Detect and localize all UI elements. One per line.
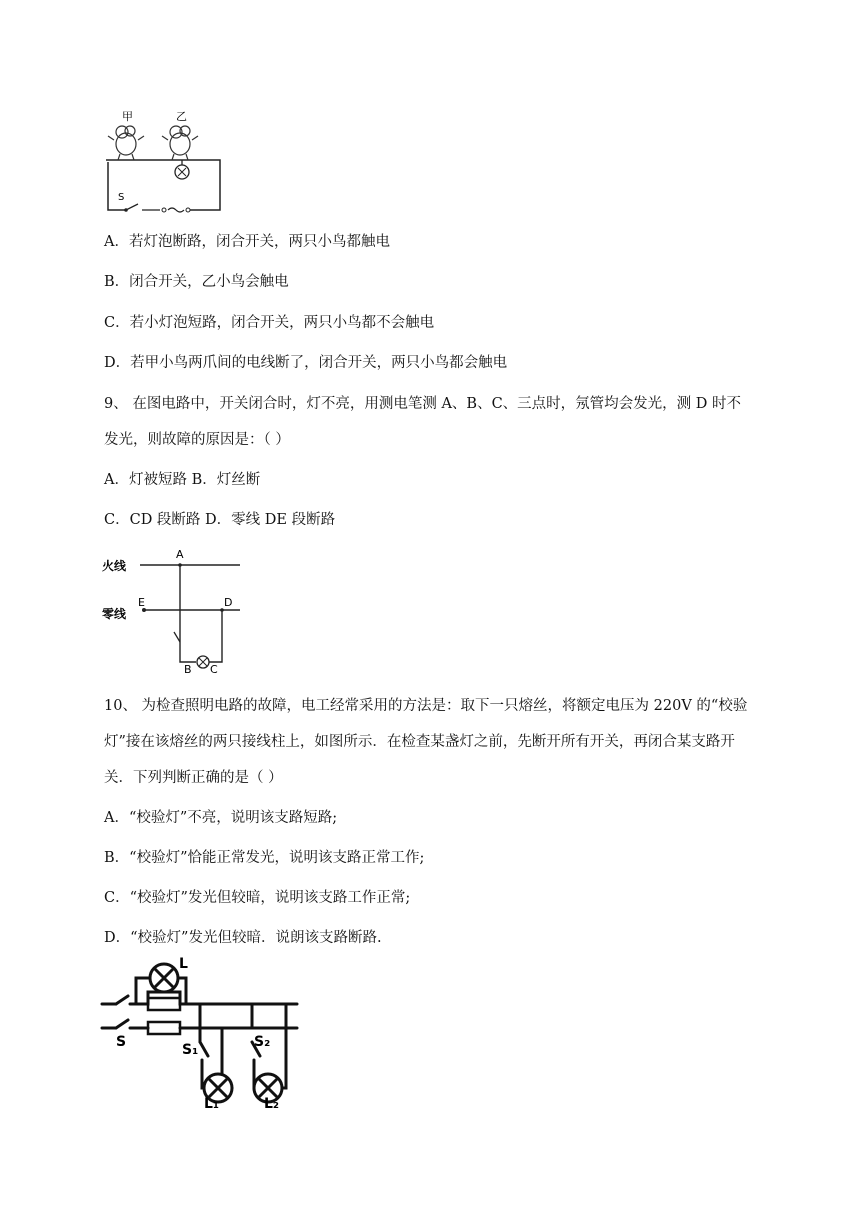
label-s: S <box>116 1034 127 1050</box>
label-yi: 乙 <box>176 110 187 123</box>
label-c: C <box>210 663 218 674</box>
q10-option-c: C．“校验灯”发光但较暗，说明该支路工作正常; <box>104 890 411 906</box>
q8-option-b: B．闭合开关，乙小鸟会触电 <box>104 274 289 290</box>
q9-stem-line1: 9、 在图电路中，开关闭合时，灯不亮，用测电笔测 A、B、C、三点时，氖管均会发光，测 D 时不 <box>104 396 742 412</box>
label-switch-s: S <box>118 192 125 203</box>
q10-stem-line2: 灯”接在该熔丝的两只接线柱上，如图所示．在检查某盏灯之前，先断开所有开关，再闭合某支路开 <box>104 734 735 750</box>
q10-stem-line3: 关．下列判断正确的是（ ） <box>104 770 283 786</box>
q8-option-c: C．若小灯泡短路，闭合开关，两只小鸟都不会触电 <box>104 315 435 331</box>
label-fire-wire: 火线 <box>102 559 127 573</box>
q10-stem-line1: 10、 为检查照明电路的故障，电工经常采用的方法是：取下一只熔丝，将额定电压为 220V 的“校验 <box>104 698 748 714</box>
label-l: L <box>179 956 188 972</box>
label-b: B <box>184 663 192 674</box>
q10-option-a: A．“校验灯”不亮，说明该支路短路; <box>104 810 338 826</box>
q8-option-a: A．若灯泡断路，闭合开关，两只小鸟都触电 <box>104 234 390 250</box>
figure-birds-circuit <box>100 108 230 220</box>
q9-stem-line2: 发光，则故障的原因是：（ ） <box>104 432 290 448</box>
q10-option-b: B．“校验灯”恰能正常发光，说明该支路正常工作; <box>104 850 425 866</box>
label-jia: 甲 <box>122 110 133 123</box>
label-e: E <box>138 596 145 609</box>
figure-inspection-lamp-circuit <box>100 956 310 1116</box>
q8-option-d: D．若甲小鸟两爪间的电线断了，闭合开关，两只小鸟都会触电 <box>104 355 508 371</box>
q9-options-line1: A．灯被短路 B．灯丝断 <box>104 472 261 488</box>
label-a: A <box>176 548 184 561</box>
label-neutral-wire: 零线 <box>102 607 127 621</box>
q10-option-d: D．“校验灯”发光但较暗．说朗该支路断路. <box>104 930 382 946</box>
label-s2: S₂ <box>254 1034 271 1050</box>
q9-options-line2: C．CD 段断路 D．零线 DE 段断路 <box>104 512 336 528</box>
label-l2: L₂ <box>264 1096 280 1112</box>
label-l1: L₁ <box>204 1096 220 1112</box>
label-d: D <box>224 596 233 609</box>
label-s1: S₁ <box>182 1042 199 1058</box>
figure-test-pen-circuit <box>100 546 260 678</box>
